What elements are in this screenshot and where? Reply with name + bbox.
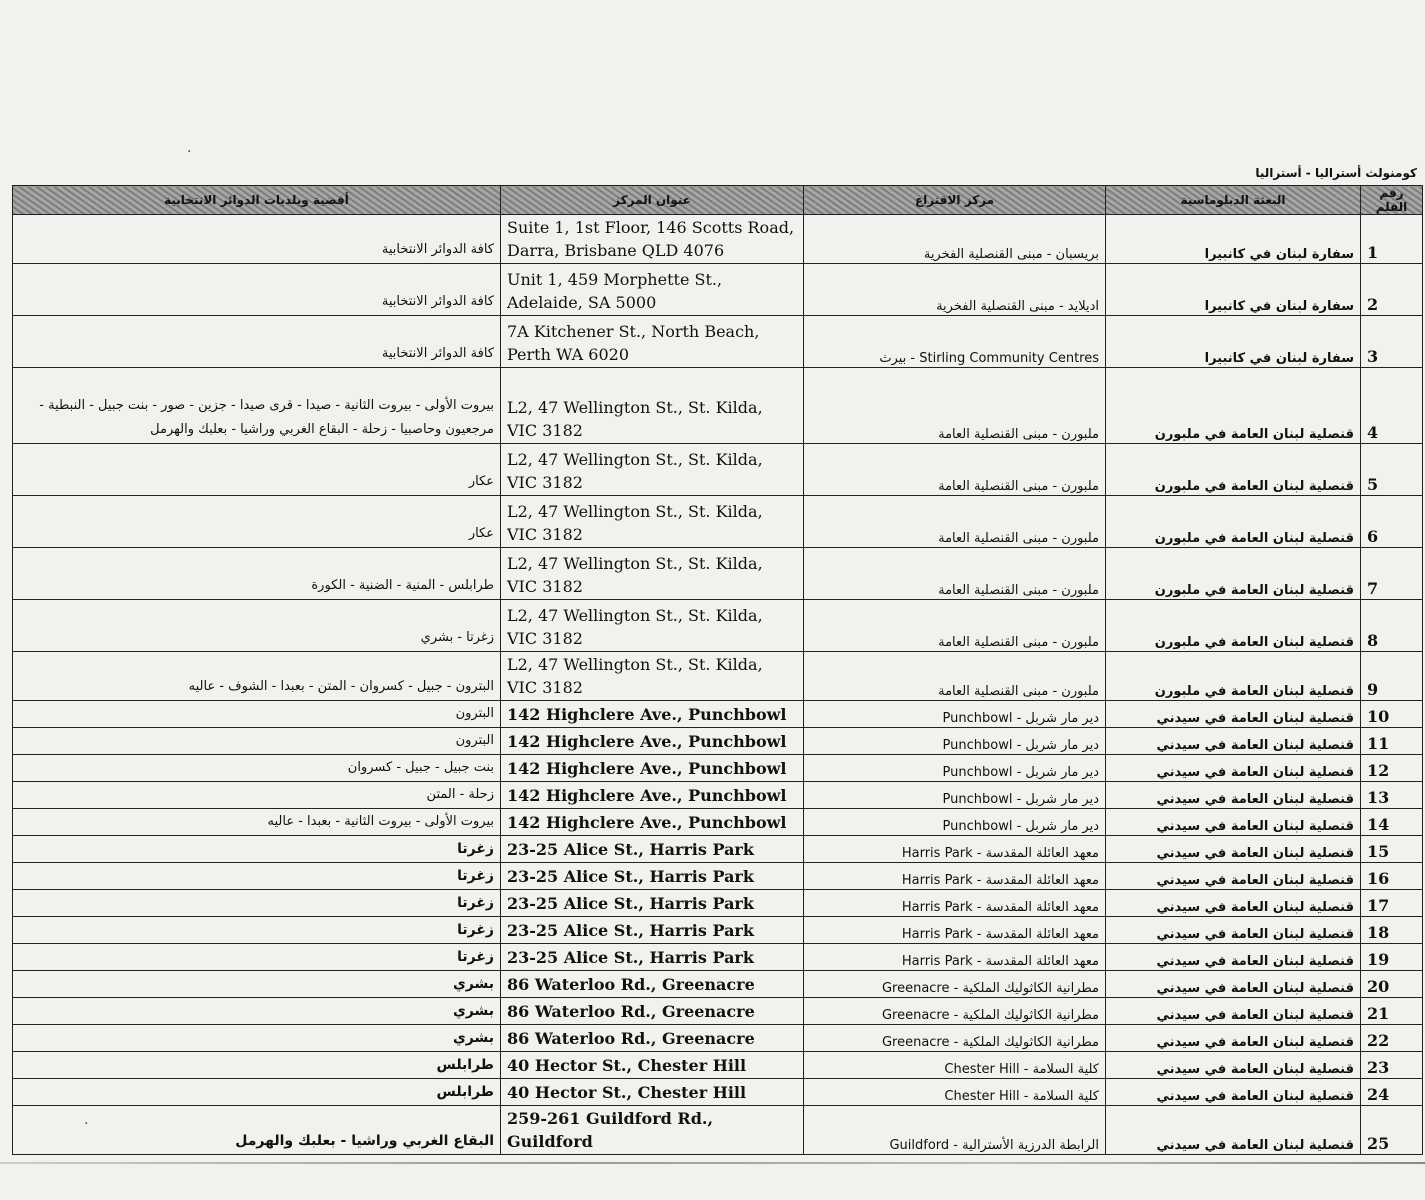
table-row	[13, 1106, 1423, 1155]
cell-districts: كافة الدوائر الانتخابية	[13, 316, 501, 368]
cell-address: 86 Waterloo Rd., Greenacre	[501, 971, 804, 998]
cell-num: 17	[1361, 890, 1423, 917]
cell-num: 16	[1361, 863, 1423, 890]
cell-address: L2, 47 Wellington St., St. Kilda, VIC 3182	[501, 548, 804, 600]
cell-address: 142 Highclere Ave., Punchbowl	[501, 728, 804, 755]
cell-districts: زغرتا - بشري	[13, 600, 501, 652]
polling-stations-table	[12, 185, 1423, 1155]
cell-num: 5	[1361, 444, 1423, 496]
cell-num: 2	[1361, 264, 1423, 316]
table-row	[13, 836, 1423, 863]
cell-mission: قنصلية لبنان العامة في ملبورن	[1106, 496, 1361, 548]
cell-address: 23-25 Alice St., Harris Park	[501, 836, 804, 863]
cell-num: 25	[1361, 1106, 1423, 1155]
table-body	[13, 215, 1423, 1155]
cell-mission: قنصلية لبنان العامة في سيدني	[1106, 809, 1361, 836]
cell-districts: زغرتا	[13, 944, 501, 971]
cell-center: معهد العائلة المقدسة - Harris Park	[804, 944, 1106, 971]
cell-address: 7A Kitchener St., North Beach, Perth WA 6020	[501, 316, 804, 368]
cell-address: 40 Hector St., Chester Hill	[501, 1052, 804, 1079]
cell-center: اديلايد - مبنى القنصلية الفخرية	[804, 264, 1106, 316]
cell-mission: سفارة لبنان في كانبيرا	[1106, 215, 1361, 264]
cell-districts: عكار	[13, 444, 501, 496]
cell-num: 12	[1361, 755, 1423, 782]
table-row	[13, 368, 1423, 444]
cell-districts: كافة الدوائر الانتخابية	[13, 264, 501, 316]
cell-districts: البترون	[13, 728, 501, 755]
table-row	[13, 215, 1423, 264]
cell-num: 3	[1361, 316, 1423, 368]
cell-mission: قنصلية لبنان العامة في سيدني	[1106, 1052, 1361, 1079]
cell-mission: قنصلية لبنان العامة في سيدني	[1106, 1025, 1361, 1052]
cell-districts: طرابلس	[13, 1052, 501, 1079]
table-header-row	[13, 186, 1423, 215]
table-row	[13, 496, 1423, 548]
cell-districts: البترون	[13, 701, 501, 728]
cell-center: الرابطة الدرزية الأسترالية - Guildford	[804, 1106, 1106, 1155]
cell-mission: قنصلية لبنان العامة في سيدني	[1106, 998, 1361, 1025]
cell-address: 142 Highclere Ave., Punchbowl	[501, 782, 804, 809]
cell-mission: قنصلية لبنان العامة في ملبورن	[1106, 600, 1361, 652]
cell-center: دير مار شربل - Punchbowl	[804, 755, 1106, 782]
table-row	[13, 890, 1423, 917]
table-row	[13, 917, 1423, 944]
table-row	[13, 264, 1423, 316]
cell-center: دير مار شربل - Punchbowl	[804, 701, 1106, 728]
cell-districts: بشري	[13, 1025, 501, 1052]
cell-center: دير مار شربل - Punchbowl	[804, 728, 1106, 755]
cell-address: 142 Highclere Ave., Punchbowl	[501, 701, 804, 728]
cell-num: 10	[1361, 701, 1423, 728]
cell-address: L2, 47 Wellington St., St. Kilda, VIC 3182	[501, 600, 804, 652]
cell-center: ملبورن - مبنى القنصلية العامة	[804, 496, 1106, 548]
cell-address: L2, 47 Wellington St., St. Kilda, VIC 3182	[501, 496, 804, 548]
header-num: رقم القلم	[1361, 186, 1423, 215]
cell-num: 11	[1361, 728, 1423, 755]
cell-address: L2, 47 Wellington St., St. Kilda, VIC 3182	[501, 652, 804, 701]
header-center: مركز الاقتراع	[804, 186, 1106, 215]
cell-address: 23-25 Alice St., Harris Park	[501, 944, 804, 971]
cell-num: 8	[1361, 600, 1423, 652]
table-row	[13, 755, 1423, 782]
cell-center: كلية السلامة - Chester Hill	[804, 1052, 1106, 1079]
table-row	[13, 548, 1423, 600]
cell-districts: عكار	[13, 496, 501, 548]
table-row	[13, 971, 1423, 998]
cell-center: معهد العائلة المقدسة - Harris Park	[804, 917, 1106, 944]
cell-num: 18	[1361, 917, 1423, 944]
cell-address: 86 Waterloo Rd., Greenacre	[501, 998, 804, 1025]
cell-mission: قنصلية لبنان العامة في سيدني	[1106, 890, 1361, 917]
cell-mission: قنصلية لبنان العامة في سيدني	[1106, 1079, 1361, 1106]
cell-districts: البقاع الغربي وراشيا - بعلبك والهرمل	[13, 1106, 501, 1155]
table-row	[13, 1079, 1423, 1106]
cell-center: ملبورن - مبنى القنصلية العامة	[804, 600, 1106, 652]
cell-mission: قنصلية لبنان العامة في ملبورن	[1106, 368, 1361, 444]
cell-address: 40 Hector St., Chester Hill	[501, 1079, 804, 1106]
cell-num: 14	[1361, 809, 1423, 836]
header-address: عنوان المركز	[501, 186, 804, 215]
cell-mission: قنصلية لبنان العامة في سيدني	[1106, 1106, 1361, 1155]
table-row	[13, 652, 1423, 701]
table-row	[13, 944, 1423, 971]
table-row	[13, 998, 1423, 1025]
cell-districts: بيروت الأولى - بيروت الثانية - بعبدا - عاليه	[13, 809, 501, 836]
table-row	[13, 863, 1423, 890]
cell-num: 20	[1361, 971, 1423, 998]
cell-center: مطرانية الكاثوليك الملكية - Greenacre	[804, 998, 1106, 1025]
cell-center: ملبورن - مبنى القنصلية العامة	[804, 444, 1106, 496]
cell-address: L2, 47 Wellington St., St. Kilda, VIC 3182	[501, 368, 804, 444]
cell-mission: قنصلية لبنان العامة في سيدني	[1106, 782, 1361, 809]
cell-address: 86 Waterloo Rd., Greenacre	[501, 1025, 804, 1052]
cell-districts: بيروت الأولى - بيروت الثانية - صيدا - قرى صيدا - جزين - صور - بنت جبيل - النبطية - مرجعيون وحاصبيا - زحلة - البقاع الغربي وراشيا - بعلبك والهرمل	[13, 368, 501, 444]
cell-center: دير مار شربل - Punchbowl	[804, 809, 1106, 836]
cell-address: 23-25 Alice St., Harris Park	[501, 917, 804, 944]
cell-num: 9	[1361, 652, 1423, 701]
cell-center: مطرانية الكاثوليك الملكية - Greenacre	[804, 1025, 1106, 1052]
cell-districts: زحلة - المتن	[13, 782, 501, 809]
cell-center: Stirling Community Centres - بيرث	[804, 316, 1106, 368]
cell-num: 24	[1361, 1079, 1423, 1106]
cell-districts: طرابلس	[13, 1079, 501, 1106]
cell-mission: سفارة لبنان في كانبيرا	[1106, 264, 1361, 316]
cell-mission: قنصلية لبنان العامة في سيدني	[1106, 863, 1361, 890]
cell-address: 142 Highclere Ave., Punchbowl	[501, 809, 804, 836]
table-row	[13, 701, 1423, 728]
cell-num: 22	[1361, 1025, 1423, 1052]
cell-districts: زغرتا	[13, 890, 501, 917]
cell-center: بريسبان - مبنى القنصلية الفخرية	[804, 215, 1106, 264]
cell-center: معهد العائلة المقدسة - Harris Park	[804, 863, 1106, 890]
scan-speck: .	[84, 1112, 89, 1128]
cell-districts: زغرتا	[13, 863, 501, 890]
cell-num: 15	[1361, 836, 1423, 863]
cell-num: 1	[1361, 215, 1423, 264]
table-row	[13, 1052, 1423, 1079]
cell-districts: طرابلس - المنية - الضنية - الكورة	[13, 548, 501, 600]
cell-center: معهد العائلة المقدسة - Harris Park	[804, 836, 1106, 863]
cell-districts: بشري	[13, 971, 501, 998]
cell-center: كلية السلامة - Chester Hill	[804, 1079, 1106, 1106]
cell-address: 23-25 Alice St., Harris Park	[501, 863, 804, 890]
cell-address: 259-261 Guildford Rd., Guildford	[501, 1106, 804, 1155]
cell-address: 142 Highclere Ave., Punchbowl	[501, 755, 804, 782]
cell-mission: قنصلية لبنان العامة في سيدني	[1106, 917, 1361, 944]
cell-num: 23	[1361, 1052, 1423, 1079]
table-row	[13, 728, 1423, 755]
cell-center: ملبورن - مبنى القنصلية العامة	[804, 652, 1106, 701]
cell-mission: قنصلية لبنان العامة في سيدني	[1106, 971, 1361, 998]
cell-mission: قنصلية لبنان العامة في ملبورن	[1106, 444, 1361, 496]
cell-address: Unit 1, 459 Morphette St., Adelaide, SA 5000	[501, 264, 804, 316]
header-districts: أقضية وبلديات الدوائر الانتخابية	[13, 186, 501, 215]
cell-address: 23-25 Alice St., Harris Park	[501, 890, 804, 917]
scan-speck: .	[187, 140, 192, 156]
cell-mission: قنصلية لبنان العامة في سيدني	[1106, 728, 1361, 755]
cell-districts: بشري	[13, 998, 501, 1025]
cell-address: L2, 47 Wellington St., St. Kilda, VIC 3182	[501, 444, 804, 496]
cell-center: مطرانية الكاثوليك الملكية - Greenacre	[804, 971, 1106, 998]
table-row	[13, 600, 1423, 652]
cell-districts: كافة الدوائر الانتخابية	[13, 215, 501, 264]
cell-center: دير مار شربل - Punchbowl	[804, 782, 1106, 809]
cell-mission: قنصلية لبنان العامة في سيدني	[1106, 944, 1361, 971]
cell-num: 4	[1361, 368, 1423, 444]
table-row	[13, 1025, 1423, 1052]
scan-edge-line	[0, 1162, 1425, 1164]
cell-mission: قنصلية لبنان العامة في سيدني	[1106, 701, 1361, 728]
cell-mission: قنصلية لبنان العامة في سيدني	[1106, 836, 1361, 863]
cell-num: 19	[1361, 944, 1423, 971]
cell-mission: سفارة لبنان في كانبيرا	[1106, 316, 1361, 368]
cell-address: Suite 1, 1st Floor, 146 Scotts Road, Darra, Brisbane QLD 4076	[501, 215, 804, 264]
cell-num: 7	[1361, 548, 1423, 600]
cell-num: 21	[1361, 998, 1423, 1025]
cell-mission: قنصلية لبنان العامة في سيدني	[1106, 755, 1361, 782]
table-row	[13, 809, 1423, 836]
cell-num: 13	[1361, 782, 1423, 809]
table-row	[13, 782, 1423, 809]
table-row	[13, 316, 1423, 368]
page-title: كومنولث أستراليا - أستراليا	[1255, 166, 1417, 180]
cell-districts: بنت جبيل - جبيل - كسروان	[13, 755, 501, 782]
cell-districts: زغرتا	[13, 917, 501, 944]
cell-mission: قنصلية لبنان العامة في ملبورن	[1106, 548, 1361, 600]
table-row	[13, 444, 1423, 496]
cell-districts: زغرتا	[13, 836, 501, 863]
header-mission: البعثة الدبلوماسية	[1106, 186, 1361, 215]
cell-center: ملبورن - مبنى القنصلية العامة	[804, 548, 1106, 600]
cell-center: معهد العائلة المقدسة - Harris Park	[804, 890, 1106, 917]
cell-num: 6	[1361, 496, 1423, 548]
cell-districts: البترون - جبيل - كسروان - المتن - بعبدا - الشوف - عاليه	[13, 652, 501, 701]
cell-center: ملبورن - مبنى القنصلية العامة	[804, 368, 1106, 444]
cell-mission: قنصلية لبنان العامة في ملبورن	[1106, 652, 1361, 701]
